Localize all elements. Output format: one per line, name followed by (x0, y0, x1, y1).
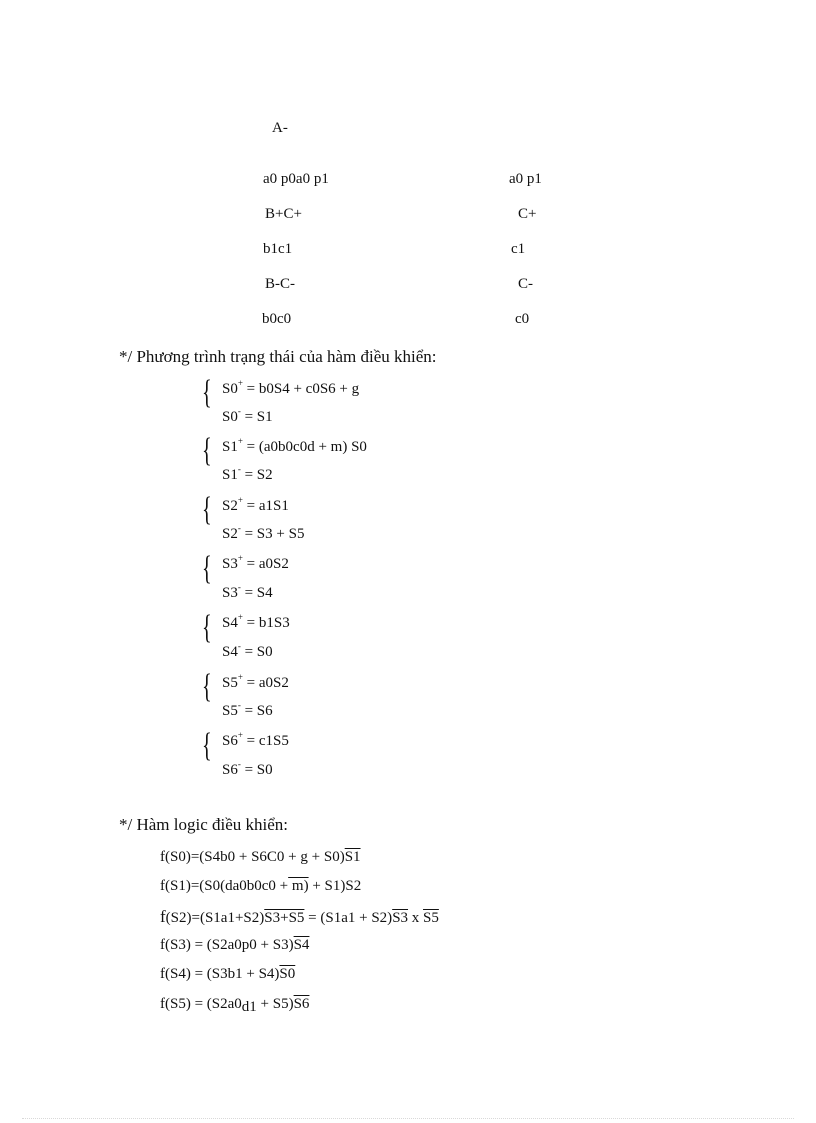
right-label-1: a0 p1 (509, 171, 542, 187)
eq-plus-s1: S1+ = (a0b0c0d + m) S0 (222, 436, 367, 455)
brace-icon: { (202, 609, 212, 646)
left-label-1: a0 p0a0 p1 (263, 171, 329, 187)
eq-plus-s6: S6+ = c1S5 (222, 730, 289, 749)
logic-f-s5: f(S5) = (S2a0d1 + S5)S6 (160, 996, 310, 1015)
right-label-3: c1 (511, 241, 526, 257)
eq-plus-s5: S5+ = a0S2 (222, 672, 289, 691)
left-label-3: b1c1 (263, 241, 293, 257)
brace-icon: { (202, 491, 212, 528)
left-label-4: B-C- (265, 276, 295, 292)
brace-icon: { (202, 432, 212, 469)
logic-f-s2: f(S2)=(S1a1+S2)S3+S5 = (S1a1 + S2)S3 x S5 (160, 907, 439, 926)
left-label-2: B+C+ (265, 206, 302, 222)
eq-minus-s3: S3- = S4 (222, 582, 273, 601)
state-a-minus: A- (272, 120, 288, 136)
right-label-4: C- (518, 276, 533, 292)
section1-heading: */ Phương trình trạng thái của hàm điều khiển: (119, 347, 437, 366)
eq-plus-s2: S2+ = a1S1 (222, 495, 289, 514)
logic-f-s1: f(S1)=(S0(da0b0c0 + m) + S1)S2 (160, 878, 362, 894)
page-bottom-divider (22, 1118, 794, 1119)
left-label-5: b0c0 (262, 311, 292, 327)
brace-icon: { (202, 374, 212, 411)
logic-f-s3: f(S3) = (S2a0p0 + S3)S4 (160, 937, 310, 953)
eq-plus-s3: S3+ = a0S2 (222, 553, 289, 572)
eq-minus-s1: S1- = S2 (222, 464, 273, 483)
eq-minus-s2: S2- = S3 + S5 (222, 523, 305, 542)
logic-f-s4: f(S4) = (S3b1 + S4)S0 (160, 966, 296, 982)
brace-icon: { (202, 550, 212, 587)
eq-plus-s4: S4+ = b1S3 (222, 612, 290, 631)
brace-icon: { (202, 668, 212, 705)
eq-minus-s0: S0- = S1 (222, 406, 273, 425)
logic-f-s0: f(S0)=(S4b0 + S6C0 + g + S0)S1 (160, 849, 361, 865)
eq-plus-s0: S0+ = b0S4 + c0S6 + g (222, 378, 360, 397)
right-label-5: c0 (515, 311, 530, 327)
eq-minus-s6: S6- = S0 (222, 759, 273, 778)
brace-icon: { (202, 727, 212, 764)
right-label-2: C+ (518, 206, 537, 222)
section2-heading: */ Hàm logic điều khiển: (119, 815, 289, 834)
eq-minus-s5: S5- = S6 (222, 700, 273, 719)
eq-minus-s4: S4- = S0 (222, 641, 273, 660)
